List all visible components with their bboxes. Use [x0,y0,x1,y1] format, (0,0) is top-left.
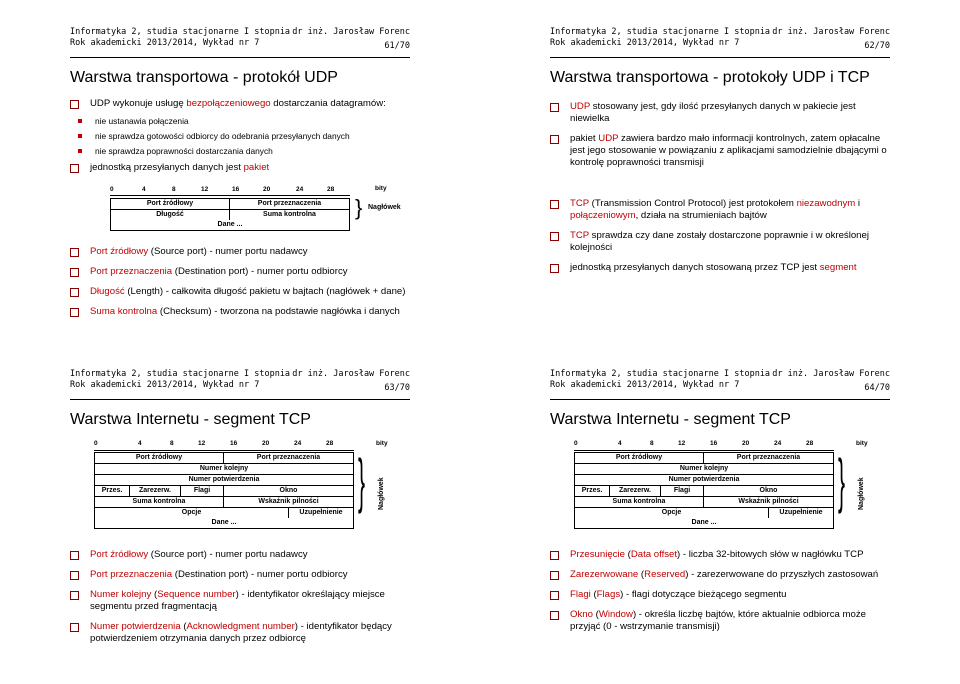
tick-label: 20 [263,186,271,193]
field-urgent-pointer: Wskaźnik pilności [223,496,354,508]
tick-label: 24 [296,186,304,193]
lecture-info: Rok akademicki 2013/2014, Wykład nr 7 [550,38,740,48]
tick-label: 24 [294,440,302,447]
tick-label: 28 [326,440,334,447]
course-name: Informatyka 2, studia stacjonarne I stopnia [550,27,771,37]
list-item: TCP sprawdza czy dane zostały dostarczone poprawnie i w określonej kolejności [550,230,895,254]
field-destination-port: Port przeznaczenia [703,452,834,464]
tick-label: 8 [650,440,654,447]
list-item: jednostką przesyłanych danych stosowaną przez TCP jest segment [550,262,895,274]
tcp-header-diagram [574,440,894,536]
field-window: Okno [703,485,834,497]
lecture-info: Rok akademicki 2013/2014, Wykład nr 7 [550,380,740,390]
field-destination-port: Port przeznaczenia [223,452,354,464]
tick-label: bity [856,440,868,447]
field-data-offset: Przes. [574,485,610,497]
field-data: Dane ... [574,518,834,529]
tick-label: 16 [710,440,718,447]
field-sequence-number: Numer kolejny [574,463,834,475]
field-flags: Flagi [660,485,704,497]
tick-label: 28 [327,186,335,193]
list-item: Port źródłowy (Source port) - numer portu nadawcy [70,549,415,561]
field-checksum: Suma kontrolna [229,209,350,221]
slide-61 [0,0,480,342]
field-flags: Flagi [180,485,224,497]
page-number: 64/70 [864,383,890,393]
lecture-info: Rok akademicki 2013/2014, Wykład nr 7 [70,38,260,48]
field-data-offset: Przes. [94,485,130,497]
slide-title: Warstwa transportowa - protokół UDP [70,69,338,86]
list-item: pakiet UDP zawiera bardzo mało informacji kontrolnych, zatem opłacalne jest jego stosowanie w powiązaniu z aplikacjami samodzielnie dbającymi o kontrolę poprawności transmisji [550,133,895,169]
page-number: 61/70 [384,41,410,51]
field-padding: Uzupełnienie [288,507,354,519]
tick-label: 0 [574,440,578,447]
course-name: Informatyka 2, studia stacjonarne I stopnia [550,369,771,379]
page-number: 62/70 [864,41,890,51]
tick-label: 4 [138,440,142,447]
brace-icon: } [358,447,366,514]
list-item: Port przeznaczenia (Destination port) - numer portu odbiorcy [70,569,415,581]
field-source-port: Port źródłowy [110,198,230,210]
field-source-port: Port źródłowy [94,452,224,464]
list-item: jednostką przesyłanych danych jest pakiet [70,162,415,174]
tick-label: 20 [742,440,750,447]
sub-item: nie sprawdza gotowości odbiorcy do odebrania przesyłanych danych [75,131,415,142]
field-length: Długość [110,209,230,221]
author: dr inż. Jarosław Forenc [772,369,890,379]
list-item: UDP wykonuje usługę bezpołączeniowego dostarczania datagramów: [70,98,415,110]
bit-scale [110,192,350,196]
field-ack-number: Numer potwierdzenia [574,474,834,486]
slide-header [550,26,890,58]
author: dr inż. Jarosław Forenc [772,27,890,37]
field-checksum: Suma kontrolna [574,496,704,508]
field-reserved: Zarezerw. [609,485,661,497]
tick-label: 4 [618,440,622,447]
tick-label: 12 [678,440,686,447]
header-label: Nagłówek [368,204,401,211]
field-urgent-pointer: Wskaźnik pilności [703,496,834,508]
tick-label: 24 [774,440,782,447]
list-item: Numer potwierdzenia (Acknowledgment number) - identyfikator będący potwierdzeniem otrzymania danych przez odbiorcę [70,621,415,645]
field-destination-port: Port przeznaczenia [229,198,350,210]
lecture-info: Rok akademicki 2013/2014, Wykład nr 7 [70,380,260,390]
field-data: Dane ... [110,220,350,231]
field-ack-number: Numer potwierdzenia [94,474,354,486]
list-item: Przesunięcie (Data offset) - liczba 32-bitowych słów w nagłówku TCP [550,549,895,561]
page-number: 63/70 [384,383,410,393]
slide-title: Warstwa Internetu - segment TCP [70,411,311,428]
list-item: Okno (Window) - określa liczbę bajtów, które aktualnie odbiorca może przyjąć (0 - wstrzymanie transmisji) [550,609,895,633]
slide-header [70,26,410,58]
tick-label: bity [375,185,387,192]
tick-label: 0 [94,440,98,447]
field-descriptions [550,549,895,639]
tick-label: 12 [198,440,206,447]
list-item: Flagi (Flags) - flagi dotyczące bieżącego segmentu [550,589,895,601]
field-options: Opcje [574,507,769,519]
list-item: TCP (Transmission Control Protocol) jest protokołem niezawodnym i połączeniowym, działa na strumieniach bajtów [550,198,895,222]
bit-scale [94,447,354,451]
brace-icon: } [838,447,846,514]
slide-62 [480,0,960,342]
field-descriptions [70,549,415,651]
tick-label: 4 [142,186,146,193]
tick-label: 8 [172,186,176,193]
list-item: Zarezerwowane (Reserved) - zarezerwowane do przyszłych zastosowań [550,569,895,581]
slide-header [70,368,410,400]
tick-label: 16 [230,440,238,447]
field-padding: Uzupełnienie [768,507,834,519]
slide-64 [480,342,960,684]
tick-label: 16 [232,186,240,193]
bit-scale [574,447,834,451]
field-descriptions [70,246,415,324]
header-label: Nagłówek [378,477,385,510]
tick-label: 28 [806,440,814,447]
author: dr inż. Jarosław Forenc [292,369,410,379]
slide-title: Warstwa Internetu - segment TCP [550,411,791,428]
field-options: Opcje [94,507,289,519]
tick-label: 12 [201,186,209,193]
field-window: Okno [223,485,354,497]
course-name: Informatyka 2, studia stacjonarne I stopnia [70,369,291,379]
list-item: UDP stosowany jest, gdy ilość przesyłanych danych w pakiecie jest niewielka [550,101,895,125]
tick-label: 8 [170,440,174,447]
bullet-list [70,98,415,180]
sub-item: nie ustanawia połączenia [75,116,415,127]
author: dr inż. Jarosław Forenc [292,27,410,37]
list-item: Numer kolejny (Sequence number) - identyfikator określający miejsce segmentu przed fragmentacją [70,589,415,613]
list-item: Długość (Length) - całkowita długość pakietu w bajtach (nagłówek + dane) [70,286,415,298]
list-item: Suma kontrolna (Checksum) - tworzona na podstawie nagłówka i danych [70,306,415,318]
slide-63 [0,342,480,684]
tick-label: 20 [262,440,270,447]
field-data: Dane ... [94,518,354,529]
field-source-port: Port źródłowy [574,452,704,464]
udp-header-diagram [110,186,400,234]
slide-title: Warstwa transportowa - protokoły UDP i TCP [550,69,870,86]
field-sequence-number: Numer kolejny [94,463,354,475]
slide-header [550,368,890,400]
list-item: Port przeznaczenia (Destination port) - numer portu odbiorcy [70,266,415,278]
tcp-header-diagram [94,440,414,536]
bullet-list [550,101,895,280]
tick-label: 0 [110,186,114,193]
field-reserved: Zarezerw. [129,485,181,497]
list-item: Port źródłowy (Source port) - numer portu nadawcy [70,246,415,258]
brace-icon: } [355,195,363,220]
sub-item: nie sprawdza poprawności dostarczania danych [75,146,415,157]
tick-label: bity [376,440,388,447]
header-label: Nagłówek [858,477,865,510]
course-name: Informatyka 2, studia stacjonarne I stopnia [70,27,291,37]
field-checksum: Suma kontrolna [94,496,224,508]
